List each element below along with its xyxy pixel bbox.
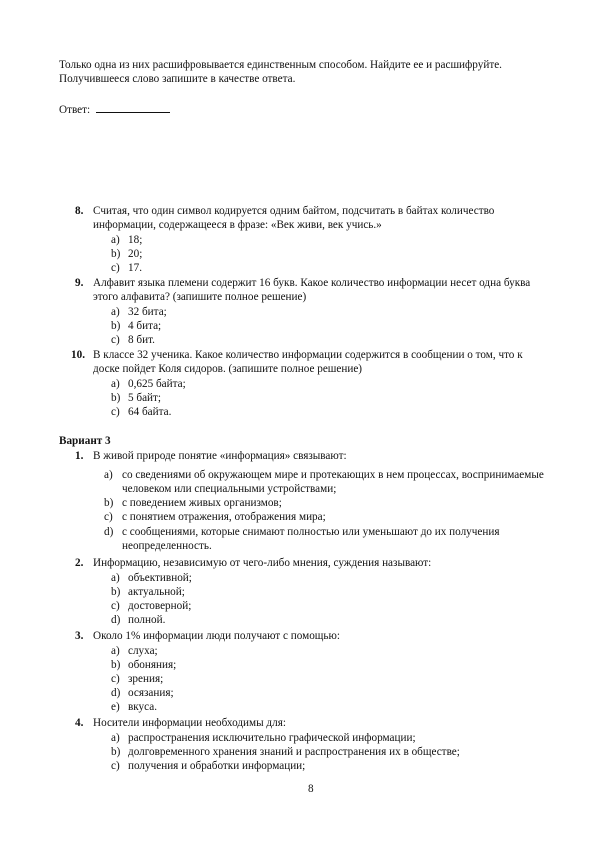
v3q1-option-letter: d) <box>104 526 114 538</box>
q9-number: 9. <box>75 277 84 289</box>
v3q4-option-letter: a) <box>111 732 120 744</box>
intro-line-2: Получившееся слово запишите в качестве ответа. <box>59 73 296 85</box>
q10-option-text: 0,625 байта; <box>128 378 186 390</box>
answer-blank-line <box>96 101 170 113</box>
q8-option-text: 20; <box>128 248 143 260</box>
v3q3-option-letter: a) <box>111 645 120 657</box>
q10-text-line-1: В классе 32 ученика. Какое количество информации содержится в сообщении о том, что к <box>93 349 523 361</box>
v3q2-option-letter: a) <box>111 572 120 584</box>
q9-option-text: 8 бит. <box>128 334 155 346</box>
q10-option-letter: c) <box>111 406 120 418</box>
q10-option-letter: a) <box>111 378 120 390</box>
v3q4-option-letter: b) <box>111 746 121 758</box>
v3q1-option-letter: a) <box>104 469 113 481</box>
q9-option-letter: a) <box>111 306 120 318</box>
q10-number: 10. <box>71 349 85 361</box>
v3q1-option-letter: b) <box>104 497 114 509</box>
q8-option-letter: b) <box>111 248 121 260</box>
v3q2-option-text: актуальной; <box>128 586 185 598</box>
q8-option-text: 17. <box>128 262 142 274</box>
v3q2-number: 2. <box>75 557 84 569</box>
v3q2-option-text: объективной; <box>128 572 192 584</box>
v3q3-option-letter: d) <box>111 687 121 699</box>
q10-option-text: 5 байт; <box>128 392 162 404</box>
q9-option-text: 32 бита; <box>128 306 167 318</box>
v3q1-option-text: неопределенность. <box>122 540 212 552</box>
v3q2-option-letter: c) <box>111 600 120 612</box>
v3q2-option-letter: d) <box>111 614 121 626</box>
q10-text-line-2: доске пойдет Коля сидоров. (запишите полное решение) <box>93 363 363 375</box>
v3q4-option-letter: c) <box>111 760 120 772</box>
q9-option-letter: b) <box>111 320 121 332</box>
answer-label: Ответ: <box>59 104 91 116</box>
q8-option-text: 18; <box>128 234 143 246</box>
q9-option-letter: c) <box>111 334 120 346</box>
v3q1-option-letter: c) <box>104 511 113 523</box>
v3q1-option-text: с сообщениями, которые снимают полностью или уменьшают до их получения <box>122 526 500 538</box>
v3q3-option-letter: b) <box>111 659 121 671</box>
v3q2-option-text: достоверной; <box>128 600 192 612</box>
v3q1-option-text: с поведением живых организмов; <box>122 497 282 509</box>
v3q2-option-text: полной. <box>128 614 166 626</box>
v3q1-option-text: со сведениями об окружающем мире и протекающих в нем процессах, воспринимаемые <box>122 469 544 481</box>
q8-number: 8. <box>75 205 84 217</box>
v3q3-option-text: осязания; <box>128 687 174 699</box>
v3q3-option-text: слуха; <box>128 645 158 657</box>
answer-field <box>59 101 170 117</box>
v3q2-text: Информацию, независимую от чего-либо мнения, суждения называют: <box>93 557 432 569</box>
v3q1-option-text: с понятием отражения, отображения мира; <box>122 511 326 523</box>
q8-option-letter: a) <box>111 234 120 246</box>
q10-option-letter: b) <box>111 392 121 404</box>
v3q3-option-letter: c) <box>111 673 120 685</box>
q9-text-line-2: этого алфавита? (запишите полное решение) <box>93 291 307 303</box>
v3q3-option-text: обоняния; <box>128 659 177 671</box>
intro-line-1: Только одна из них расшифровывается единственным способом. Найдите ее и расшифруйте. <box>59 59 502 71</box>
v3q1-option-text: человеком или специальными устройствами; <box>122 483 337 495</box>
v3q4-text: Носители информации необходимы для: <box>93 717 286 729</box>
v3q3-text: Около 1% информации люди получают с помощью: <box>93 630 340 642</box>
v3q3-number: 3. <box>75 630 84 642</box>
q8-text-line-2: информации, содержащееся в фразе: «Век живи, век учись.» <box>93 219 382 231</box>
page-number: 8 <box>308 783 314 795</box>
variant-heading: Вариант 3 <box>59 435 111 447</box>
q9-text-line-1: Алфавит языка племени содержит 16 букв. Какое количество информации несет одна буква <box>93 277 531 289</box>
v3q1-number: 1. <box>75 450 84 462</box>
v3q3-option-text: вкуса. <box>128 701 158 713</box>
v3q2-option-letter: b) <box>111 586 121 598</box>
v3q1-text: В живой природе понятие «информация» связывают: <box>93 450 347 462</box>
v3q4-option-text: распространения исключительно графической информации; <box>128 732 416 744</box>
v3q3-option-letter: e) <box>111 701 120 713</box>
q8-text-line-1: Считая, что один символ кодируется одним байтом, подсчитать в байтах количество <box>93 205 495 217</box>
v3q4-option-text: долговременного хранения знаний и распространения их в обществе; <box>128 746 460 758</box>
q9-option-text: 4 бита; <box>128 320 162 332</box>
v3q4-number: 4. <box>75 717 84 729</box>
q10-option-text: 64 байта. <box>128 406 172 418</box>
v3q3-option-text: зрения; <box>128 673 164 685</box>
v3q4-option-text: получения и обработки информации; <box>128 760 306 772</box>
q8-option-letter: c) <box>111 262 120 274</box>
